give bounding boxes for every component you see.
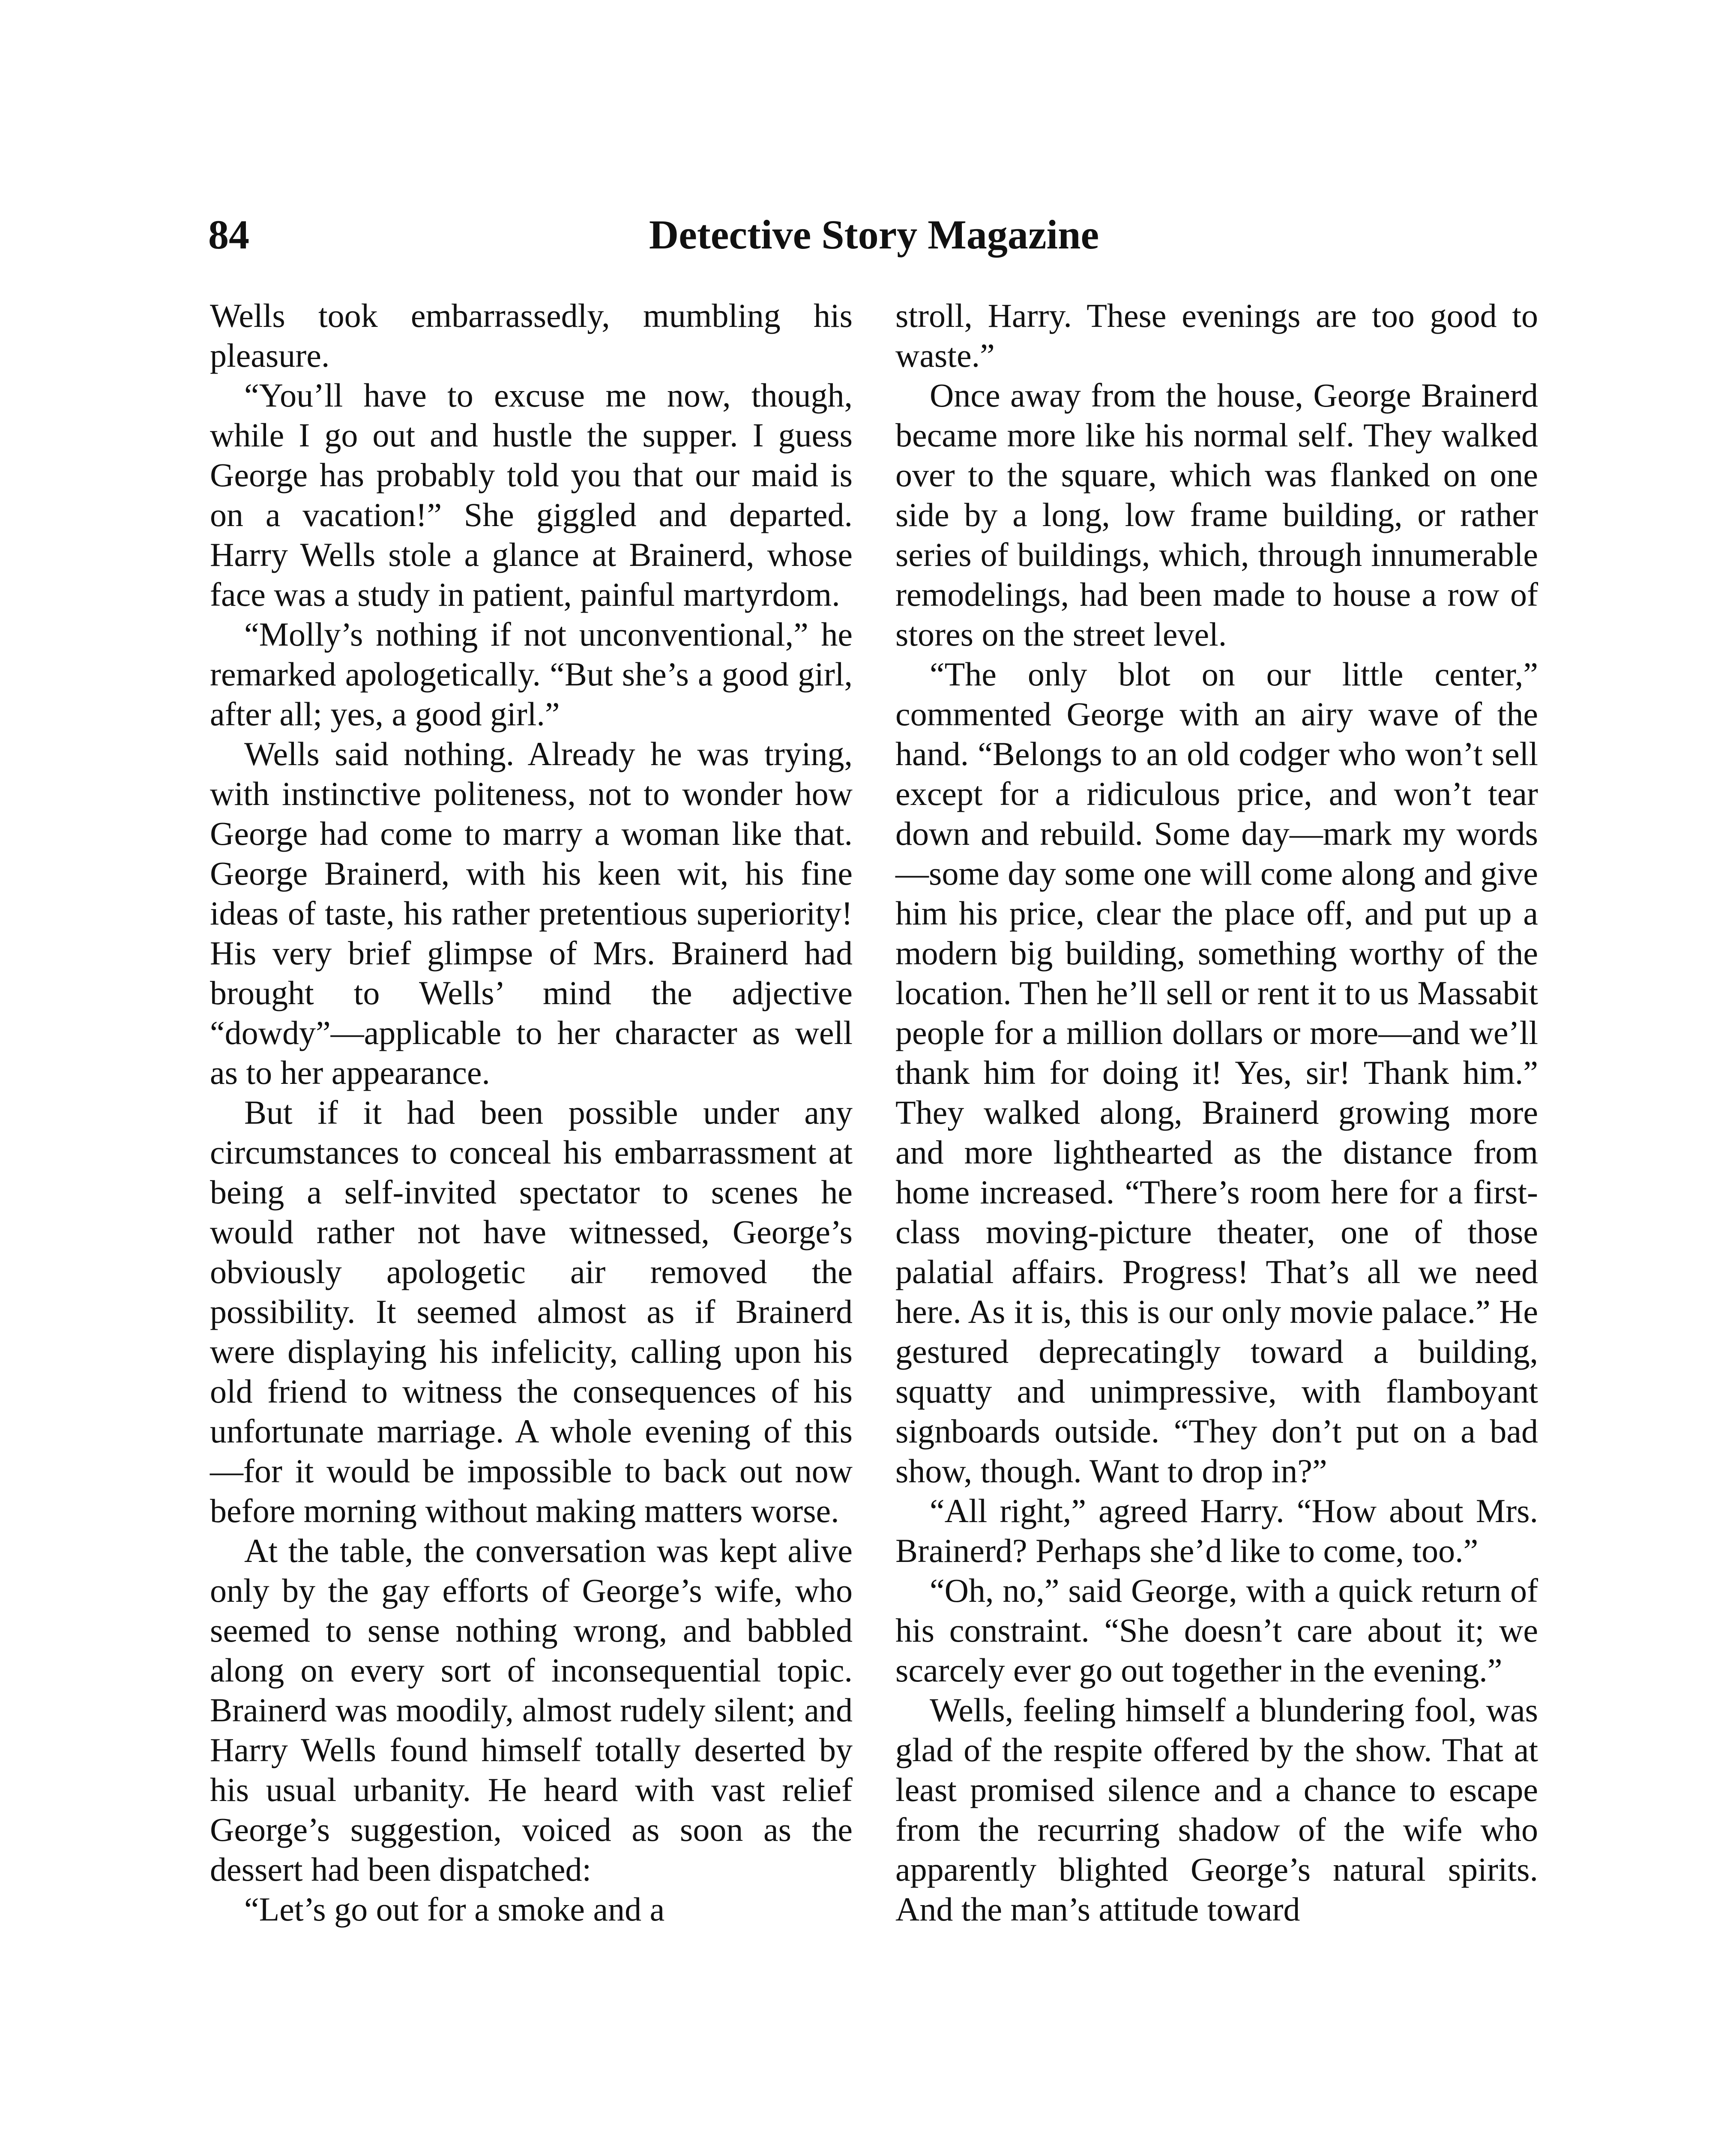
right-paragraph: “Oh, no,” said George, with a quick return of his constraint. “She doesn’t care about it; we scarcely ever go out together in the evening.” bbox=[895, 1572, 1538, 1689]
right-paragraph: Wells, feeling himself a blundering fool, was glad of the respite offered by the show. That at least promised silence and a chance to escape from the recurring shadow of the wife who apparently blighted George’s natural spirits. And the man’s attitude toward bbox=[895, 1691, 1538, 1928]
left-paragraph: But if it had been possible under any circumstances to conceal his embarrassment at being a self-invited spectator to scenes he would rather not have witnessed, George’s obviously apologetic air removed the possibility. It seemed almost as if Brainerd were displaying his infelicity, calling upon his old friend to witness the consequences of his unfortunate marriage. A whole evening of this—for it would be impossible to back out now before morning without making matters worse. bbox=[210, 1094, 853, 1529]
right-paragraph: “All right,” agreed Harry. “How about Mrs. Brainerd? Perhaps she’d like to come, too.” bbox=[895, 1492, 1538, 1569]
right-column bbox=[895, 296, 1538, 1929]
left-column bbox=[210, 296, 853, 1929]
running-head: Detective Story Magazine bbox=[649, 212, 1099, 257]
left-paragraph: “Let’s go out for a smoke and a bbox=[244, 1891, 665, 1928]
right-paragraph: “The only blot on our little center,” commented George with an airy wave of the hand. “Belongs to an old codger who won’t sell except for a ridiculous price, and won’t tear down and rebuild. Some day—mark my words—some day some one will come along and give him his price, clear the place off, and put up a modern big building, something worthy of the location. Then he’ll sell or rent it to us Massabit people for a million dollars or more—and we’ll thank him for doing it! Yes, sir! Thank him.” They walked along, Brainerd growing more and more lighthearted as the distance from home increased. “There’s room here for a first-class moving-picture theater, one of those palatial affairs. Progress! That’s all we need here. As it is, this is our only movie palace.” He gestured deprecatingly toward a building, squatty and unimpressive, with flamboyant signboards outside. “They don’t put on a bad show, though. Want to drop in?” bbox=[895, 655, 1538, 1490]
right-paragraph: stroll, Harry. These evenings are too good to waste.” bbox=[895, 297, 1538, 374]
left-paragraph: Wells said nothing. Already he was trying, with instinctive politeness, not to wonder how George had come to marry a woman like that. George Brainerd, with his keen wit, his fine ideas of taste, his rather pretentious superiority! His very brief glimpse of Mrs. Brainerd had brought to Wells’ mind the adjective “dowdy”—applicable to her character as well as to her appearance. bbox=[210, 735, 853, 1091]
left-paragraph: “You’ll have to excuse me now, though, while I go out and hustle the supper. I guess George has probably told you that our maid is on a vacation!” She giggled and departed. Harry Wells stole a glance at Brainerd, whose face was a study in patient, painful martyrdom. bbox=[210, 377, 853, 613]
page-number: 84 bbox=[208, 212, 249, 257]
left-paragraph: “Molly’s nothing if not unconventional,” he remarked apologetically. “But she’s a good girl, after all; yes, a good girl.” bbox=[210, 616, 853, 733]
left-paragraph: Wells took embarrassedly, mumbling his pleasure. bbox=[210, 297, 853, 374]
right-paragraph: Once away from the house, George Brainerd became more like his normal self. They walked over to the square, which was flanked on one side by a long, low frame building, or rather series of buildings, which, through innumerable remodelings, had been made to house a row of stores on the street level. bbox=[895, 377, 1538, 653]
left-paragraph: At the table, the conversation was kept alive only by the gay efforts of George’s wife, who seemed to sense nothing wrong, and babbled along on every sort of inconsequential topic. Brainerd was moodily, almost rudely silent; and Harry Wells found himself totally deserted by his usual urbanity. He heard with vast relief George’s suggestion, voiced as soon as the dessert had been dispatched: bbox=[210, 1532, 853, 1888]
